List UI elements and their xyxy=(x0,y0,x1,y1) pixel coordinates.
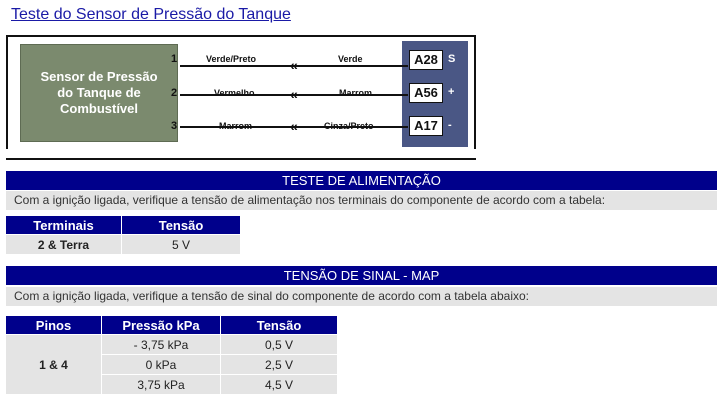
column-header-pressao: Pressão kPa xyxy=(102,316,221,335)
sensor-label-line-2: do Tanque de xyxy=(57,85,141,100)
pressure-cell: 3,75 kPa xyxy=(102,375,221,395)
sensor-label-line-3: Combustível xyxy=(59,101,138,116)
pin-number-1: 1 xyxy=(171,53,178,65)
wire-1-harness-color: Verde xyxy=(338,54,363,64)
arrow-left-icon: « xyxy=(290,57,295,73)
diagram-divider xyxy=(6,158,476,160)
pins-cell: 1 & 4 xyxy=(6,335,102,395)
voltage-cell: 5 V xyxy=(122,235,241,255)
wire-1-sensor-color: Verde/Preto xyxy=(206,54,257,64)
voltage-cell: 0,5 V xyxy=(221,335,338,355)
pin-sign-s: S xyxy=(448,53,456,65)
connector-pin-a28: A28 xyxy=(409,50,443,70)
arrow-left-icon: « xyxy=(290,118,295,134)
signal-test-instruction-text: Com a ignição ligada, verifique a tensão de sinal do componente de acordo com a tabela abaixo: xyxy=(14,289,529,303)
sensor-box xyxy=(20,44,178,142)
table-row xyxy=(6,235,241,255)
pin-sign-plus: + xyxy=(448,86,455,98)
sensor-label-line-1: Sensor de Pressão xyxy=(40,69,158,84)
wire-3-harness-color: Cinza/Preto xyxy=(324,121,374,131)
power-test-header: TESTE DE ALIMENTAÇÃO xyxy=(6,171,717,190)
power-test-instruction xyxy=(6,191,717,210)
voltage-cell: 4,5 V xyxy=(221,375,338,395)
column-header-tensao: Tensão xyxy=(122,216,241,235)
wire-3-sensor-color: Marrom xyxy=(219,121,253,131)
column-header-tensao: Tensão xyxy=(221,316,338,335)
signal-test-table xyxy=(5,315,338,395)
signal-test-instruction xyxy=(6,287,717,306)
wire-2-sensor-color: Vermelho xyxy=(214,88,255,98)
power-test-instruction-text: Com a ignição ligada, verifique a tensão de alimentação nos terminais do componente de acordo com a tabela: xyxy=(14,193,606,207)
wire-2-harness-color: Marrom xyxy=(339,88,373,98)
table-header-row xyxy=(6,316,338,335)
table-row xyxy=(6,335,338,355)
page-title[interactable]: Teste do Sensor de Pressão do Tanque xyxy=(11,6,291,23)
connector-pin-a17: A17 xyxy=(409,116,443,136)
signal-test-header: TENSÃO DE SINAL - MAP xyxy=(6,266,717,285)
pin-number-3: 3 xyxy=(171,120,178,132)
pressure-cell: 0 kPa xyxy=(102,355,221,375)
column-header-pinos: Pinos xyxy=(6,316,102,335)
voltage-cell: 2,5 V xyxy=(221,355,338,375)
column-header-terminais: Terminais xyxy=(6,216,122,235)
power-test-table xyxy=(5,215,241,255)
table-header-row xyxy=(6,216,241,235)
pin-number-2: 2 xyxy=(171,87,178,99)
connector-pin-a56: A56 xyxy=(409,83,443,103)
arrow-left-icon: « xyxy=(290,86,295,102)
terminals-cell: 2 & Terra xyxy=(6,235,122,255)
wiring-diagram xyxy=(6,35,474,159)
pin-sign-minus: - xyxy=(448,119,452,131)
pressure-cell: - 3,75 kPa xyxy=(102,335,221,355)
